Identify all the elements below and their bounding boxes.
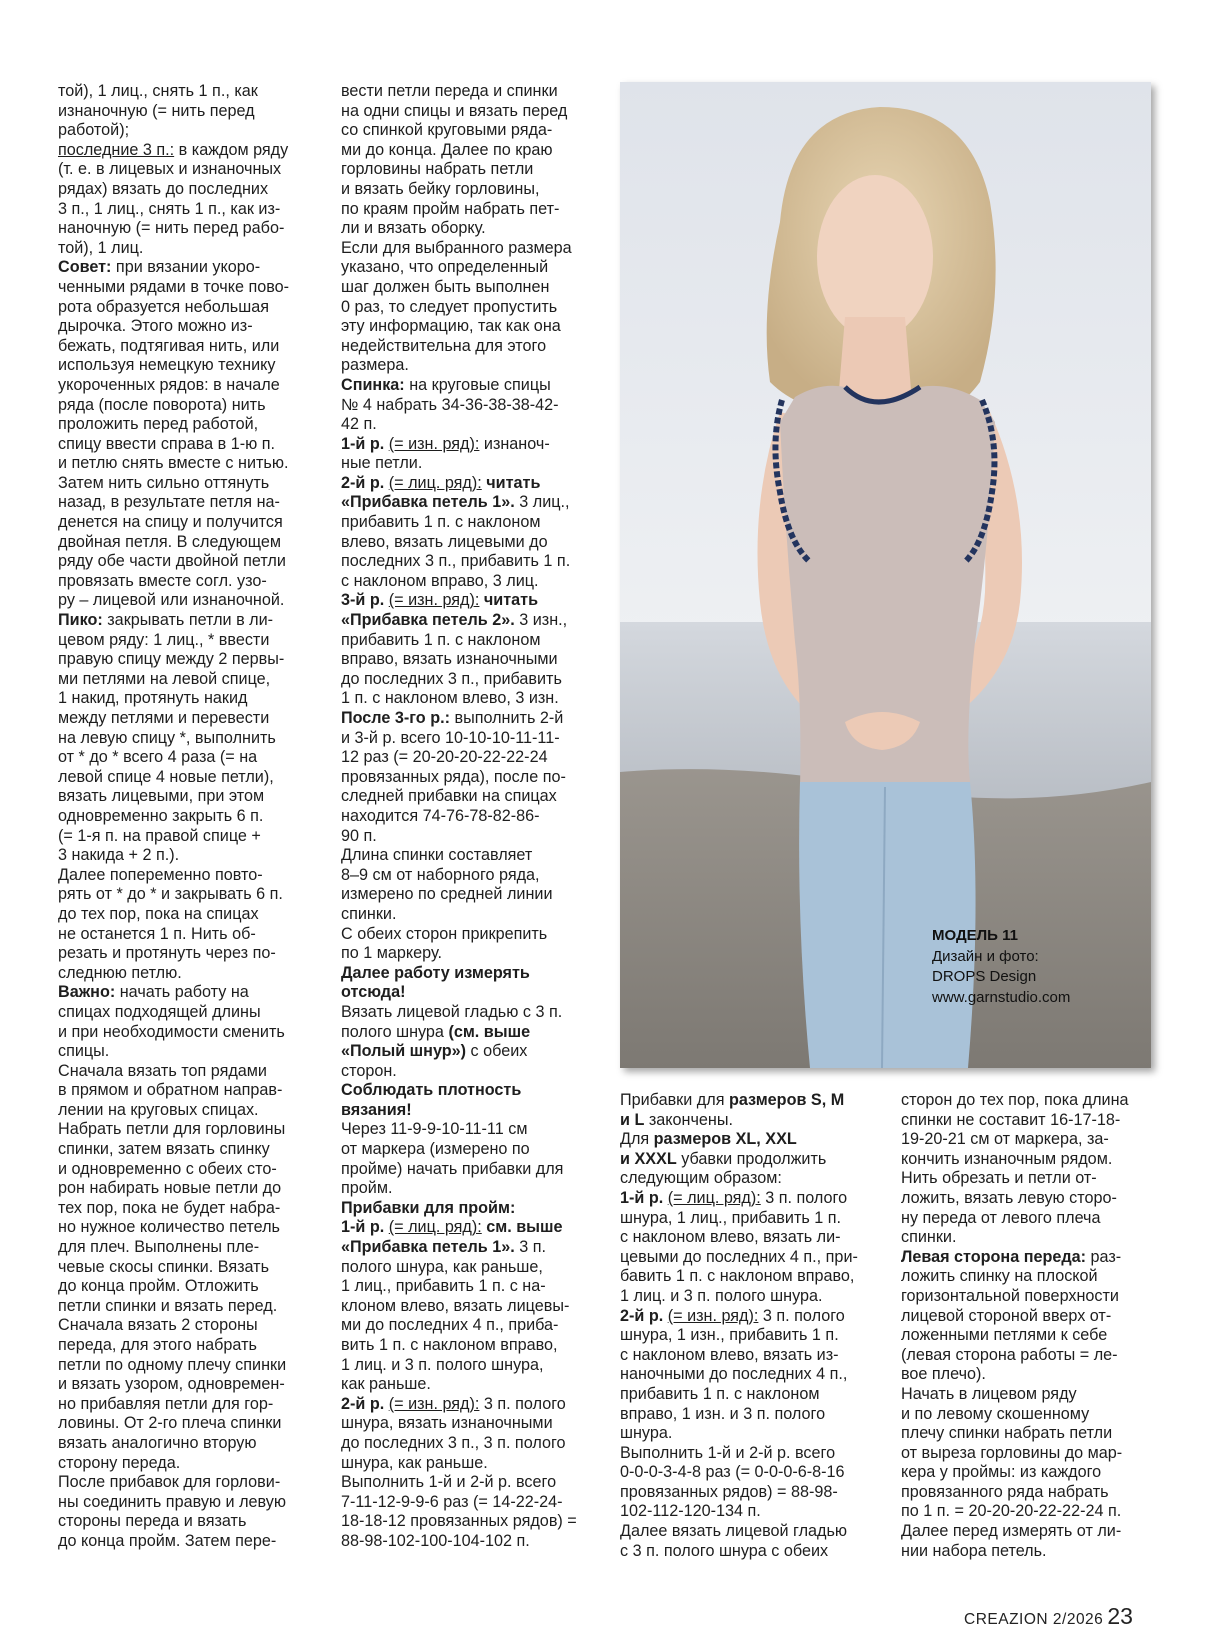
text-line: вязания!	[341, 1100, 412, 1119]
text-line: спинки.	[341, 904, 397, 923]
text-line: спинки, затем вязать спинку	[58, 1140, 270, 1159]
text-column-4	[901, 1091, 1171, 1561]
text-line: вязать лицевыми, при этом	[58, 787, 265, 806]
text-line: бежать, подтягивая нить, или	[58, 336, 280, 355]
text-line: с наклоном влево, вязать из-	[620, 1345, 839, 1364]
text-line: № 4 набрать 34-36-38-38-42-	[341, 395, 559, 414]
text-line: цевом ряду: 1 лиц., * ввести	[58, 630, 270, 649]
text-line: Прибавки для размеров S, M	[620, 1091, 845, 1109]
text-line: в прямом и обратном направ-	[58, 1081, 283, 1100]
text-line: резать и протянуть через по-	[58, 944, 276, 963]
page-footer	[964, 1603, 1133, 1630]
text-column-3	[620, 1091, 890, 1561]
text-line: на левую спицу *, выполнить	[58, 728, 276, 747]
credit-line-3: www.garnstudio.com	[932, 988, 1071, 1006]
text-line: 3 накида + 2 п.).	[58, 846, 180, 865]
text-line: размера.	[341, 356, 409, 375]
text-line: 102-112-120-134 п.	[620, 1502, 761, 1521]
text-line: вправо, 1 изн. и 3 п. полого	[620, 1404, 826, 1423]
text-line: спинки.	[901, 1228, 957, 1247]
text-line: Затем нить сильно оттянуть	[58, 473, 270, 492]
text-line: 3-й р. (= изн. ряд): читать	[341, 591, 539, 610]
text-line: провязанных ряда), после по-	[341, 767, 566, 786]
model-label: МОДЕЛЬ 11	[932, 927, 1018, 944]
text-line: кера у проймы: из каждого	[901, 1463, 1102, 1482]
text-line: (левая сторона работы = ле-	[901, 1345, 1118, 1364]
text-line: той), 1 лиц.	[58, 238, 144, 257]
text-line: как раньше.	[341, 1375, 431, 1394]
text-line: 2-й р. (= изн. ряд): 3 п. полого	[341, 1394, 566, 1413]
text-line: влево, вязать лицевыми до	[341, 532, 548, 551]
text-line: до последних 3 п., прибавить	[341, 669, 562, 688]
text-line: следней прибавки на спицах	[341, 787, 557, 806]
text-line: 0-0-0-3-4-8 раз (= 0-0-0-6-8-16	[620, 1463, 845, 1482]
text-line: и при необходимости сменить	[58, 1022, 285, 1041]
text-line: ложенными петлями к себе	[901, 1326, 1108, 1345]
text-line: стороны переда и вязать	[58, 1512, 247, 1531]
text-line: Вязать лицевой гладью с 3 п.	[341, 1002, 563, 1021]
text-line: «Прибавка петель 1». 3 лиц.,	[341, 493, 570, 512]
text-line: Сначала вязать 2 стороны	[58, 1316, 258, 1335]
text-line: 1 лиц., прибавить 1 п. с на-	[341, 1277, 546, 1296]
model-photo	[620, 82, 1151, 1068]
text-line: со спинкой круговыми ряда-	[341, 121, 553, 140]
text-line: от * до * всего 4 раза (= на	[58, 748, 258, 767]
text-line: ряда (после поворота) нить	[58, 395, 266, 414]
text-line: Выполнить 1-й и 2-й р. всего	[620, 1443, 836, 1462]
text-line: спицу ввести справа в 1-ю п.	[58, 434, 276, 453]
text-line: и вязать узором, одновремен-	[58, 1375, 285, 1394]
text-line: ченными рядами в точке пово-	[58, 277, 290, 296]
text-line: прибавить 1 п. с наклоном	[341, 630, 541, 649]
text-line: вести петли переда и спинки	[341, 82, 558, 100]
text-line: полого шнура, как раньше,	[341, 1257, 543, 1276]
text-line: «Полый шнур») с обеих	[341, 1042, 528, 1061]
text-line: Далее работу измерять	[341, 963, 530, 982]
text-line: до тех пор, пока на спицах	[58, 904, 259, 923]
text-line: сторон до тех пор, пока длина	[901, 1091, 1129, 1109]
text-line: Далее попеременно повто-	[58, 865, 263, 884]
text-line: наночными до последних 4 п.,	[620, 1365, 848, 1384]
text-line: денется на спицу и получится	[58, 513, 283, 532]
text-line: Через 11-9-9-10-11-11 см	[341, 1120, 528, 1139]
text-line: «Прибавка петель 1». 3 п.	[341, 1238, 547, 1257]
text-line: работой);	[58, 121, 130, 140]
text-line: изнаночную (= нить перед	[58, 101, 255, 120]
text-line: лицевой стороной вверх от-	[901, 1306, 1112, 1325]
text-line: 42 п.	[341, 415, 377, 434]
text-line: Набрать петли для горловины	[58, 1120, 286, 1139]
text-line: тех пор, пока не будет набра-	[58, 1198, 281, 1217]
text-line: шаг должен быть выполнен	[341, 277, 550, 296]
text-line: После 3-го р.: выполнить 2-й	[341, 709, 564, 727]
text-line: Прибавки для пройм:	[341, 1198, 516, 1217]
text-line: и по левому скошенному	[901, 1404, 1090, 1423]
text-line: одновременно закрыть 6 п.	[58, 806, 264, 825]
text-line: рядах) вязать до последних	[58, 179, 269, 198]
text-line: бавить 1 п. с наклоном вправо,	[620, 1267, 855, 1286]
text-line: и XXXL убавки продолжить	[620, 1149, 827, 1168]
text-line: лении на круговых спицах.	[58, 1100, 259, 1119]
text-line: укороченных рядов: в начале	[58, 375, 280, 394]
text-line: на одни спицы и вязать перед	[341, 101, 568, 120]
text-line: ложить, вязать левую сторо-	[901, 1188, 1117, 1207]
text-line: шнура.	[620, 1424, 673, 1443]
text-line: по 1 п. = 20-20-20-22-22-24 п.	[901, 1502, 1122, 1521]
text-line: указано, что определенный	[341, 258, 549, 277]
text-line: переда, для этого набрать	[58, 1336, 257, 1354]
text-line: 18-18-12 провязанных рядов) =	[341, 1512, 577, 1531]
text-line: ми до последних 4 п., приба-	[341, 1316, 559, 1335]
text-line: измерено по средней линии	[341, 885, 553, 904]
text-line: (т. е. в лицевых и изнаночных	[58, 160, 282, 179]
text-line: с 3 п. полого шнура с обеих	[620, 1541, 829, 1560]
text-line: назад, в результате петля на-	[58, 493, 280, 512]
text-line: следующим образом:	[620, 1169, 782, 1188]
text-line: ловины. От 2-го плеча спинки	[58, 1414, 282, 1433]
text-line: Пико: закрывать петли в ли-	[58, 611, 274, 630]
text-line: той), 1 лиц., снять 1 п., как	[58, 82, 258, 100]
text-column-1	[58, 82, 320, 1552]
text-line: После прибавок для горлови-	[58, 1473, 281, 1492]
text-line: пройме) начать прибавки для	[341, 1159, 564, 1178]
text-line: для плеч. Выполнены пле-	[58, 1238, 260, 1257]
text-line: находится 74-76-78-82-86-	[341, 806, 540, 825]
text-line: 2-й р. (= лиц. ряд): читать	[341, 473, 541, 492]
text-line: рота образуется небольшая	[58, 297, 269, 316]
text-line: 2-й р. (= изн. ряд): 3 п. полого	[620, 1306, 845, 1325]
text-line: Спинка: на круговые спицы	[341, 375, 551, 394]
credit-line-1: Дизайн и фото:	[932, 947, 1039, 965]
text-line: нии набора петель.	[901, 1541, 1047, 1560]
text-line: ми до конца. Далее по краю	[341, 140, 553, 159]
text-column-2	[341, 82, 603, 1552]
text-line: и 3-й р. всего 10-10-10-11-11-	[341, 728, 560, 747]
text-line: последние 3 п.: в каждом ряду	[58, 140, 289, 159]
text-line: провязанных рядов) = 88-98-	[620, 1482, 838, 1501]
text-line: С обеих сторон прикрепить	[341, 924, 548, 943]
text-line: с наклоном вправо, 3 лиц.	[341, 571, 539, 590]
text-line: Левая сторона переда: раз-	[901, 1247, 1122, 1266]
text-line: двойная петля. В следующем	[58, 532, 282, 551]
text-line: 1-й р. (= изн. ряд): изнаноч-	[341, 434, 550, 453]
text-line: Далее перед измерять от ли-	[901, 1522, 1122, 1541]
text-line: 12 раз (= 20-20-20-22-22-24	[341, 748, 548, 767]
text-line: Длина спинки составляет	[341, 846, 533, 865]
text-line: Далее вязать лицевой гладью	[620, 1522, 848, 1541]
text-line: шнура, как раньше.	[341, 1453, 488, 1472]
text-line: пройм.	[341, 1179, 393, 1198]
text-line: 1-й р. (= лиц. ряд): 3 п. полого	[620, 1188, 848, 1207]
text-line: дырочка. Этого можно из-	[58, 317, 253, 336]
text-line: ные петли.	[341, 454, 423, 473]
text-line: клоном влево, вязать лицевы-	[341, 1296, 570, 1315]
text-line: последних 3 п., прибавить 1 п.	[341, 552, 571, 571]
text-line: и одновременно с обеих сто-	[58, 1159, 277, 1178]
face	[817, 175, 933, 339]
text-line: горизонтальной поверхности	[901, 1286, 1119, 1305]
text-line: ны соединить правую и левую	[58, 1492, 287, 1511]
text-line: плечу спинки набрать петли	[901, 1424, 1113, 1443]
text-line: отсюда!	[341, 983, 406, 1002]
text-line: но прибавляя петли для гор-	[58, 1394, 274, 1413]
text-line: Соблюдать плотность	[341, 1081, 522, 1100]
text-line: цевыми до последних 4 п., при-	[620, 1247, 858, 1266]
text-line: 8–9 см от наборного ряда,	[341, 865, 540, 884]
photo-illustration	[620, 82, 1151, 1068]
text-line: до конца пройм. Отложить	[58, 1277, 259, 1296]
text-line: шнура, 1 изн., прибавить 1 п.	[620, 1326, 839, 1345]
photo-credit	[932, 926, 1070, 1008]
text-line: рон набирать новые петли до	[58, 1179, 282, 1198]
text-line: вое плечо).	[901, 1365, 986, 1384]
text-line: 7-11-12-9-9-6 раз (= 14-22-24-	[341, 1492, 563, 1511]
text-line: и вязать бейку горловины,	[341, 179, 540, 198]
text-line: Для размеров XL, XXL	[620, 1130, 797, 1149]
text-line: ли и вязать оборку.	[341, 219, 486, 238]
text-line: 0 раз, то следует пропустить	[341, 297, 558, 316]
credit-line-2: DROPS Design	[932, 968, 1037, 985]
text-line: петли по одному плечу спинки	[58, 1355, 287, 1374]
text-line: 1-й р. (= лиц. ряд): см. выше	[341, 1218, 563, 1237]
text-line: Выполнить 1-й и 2-й р. всего	[341, 1473, 557, 1492]
text-line: с наклоном влево, вязать ли-	[620, 1228, 841, 1247]
text-line: сторон.	[341, 1061, 397, 1080]
text-line: от выреза горловины до мар-	[901, 1443, 1123, 1462]
text-line: 88-98-102-100-104-102 п.	[341, 1531, 530, 1550]
text-line: вить 1 п. с наклоном вправо,	[341, 1336, 558, 1354]
text-line: Если для выбранного размера	[341, 238, 572, 257]
text-line: 1 лиц. и 3 п. полого шнура.	[620, 1286, 823, 1305]
text-line: между петлями и перевести	[58, 709, 270, 727]
text-line: до последних 3 п., 3 п. полого	[341, 1433, 566, 1452]
text-line: прибавить 1 п. с наклоном	[341, 513, 541, 532]
text-line: Сначала вязать топ рядами	[58, 1061, 267, 1080]
text-line: Нить обрезать и петли от-	[901, 1169, 1097, 1188]
text-line: недействительна для этого	[341, 336, 547, 355]
text-line: вправо, вязать изнаночными	[341, 650, 558, 669]
text-line: Начать в лицевом ряду	[901, 1384, 1077, 1403]
text-line: ру – лицевой или изнаночной.	[58, 591, 285, 610]
text-line: ложить спинку на плоской	[901, 1267, 1098, 1286]
jeans	[799, 782, 975, 1068]
text-line: горловины набрать петли	[341, 160, 534, 179]
text-line: 1 п. с наклоном влево, 3 изн.	[341, 689, 559, 708]
text-line: провязать вместе согл. узо-	[58, 571, 267, 590]
text-line: следнюю петлю.	[58, 963, 182, 982]
text-line: проложить перед работой,	[58, 415, 259, 434]
text-line: Совет: при вязании укоро-	[58, 258, 261, 277]
text-line: ну переда от левого плеча	[901, 1208, 1101, 1227]
text-line: петли спинки и вязать перед.	[58, 1296, 278, 1315]
text-line: вязать аналогично вторую	[58, 1433, 257, 1452]
text-line: левой спице 4 новые петли),	[58, 767, 274, 786]
text-line: Важно: начать работу на	[58, 983, 249, 1002]
text-line: наночную (= нить перед рабо-	[58, 219, 285, 238]
text-line: спинки не составит 16-17-18-	[901, 1110, 1121, 1129]
text-line: провязанного ряда набрать	[901, 1482, 1109, 1501]
text-line: «Прибавка петель 2». 3 изн.,	[341, 611, 568, 630]
text-line: по 1 маркеру.	[341, 944, 442, 963]
text-line: (= 1-я п. на правой спице +	[58, 826, 261, 845]
text-line: 90 п.	[341, 826, 377, 845]
text-line: 3 п., 1 лиц., снять 1 п., как из-	[58, 199, 281, 218]
text-line: 19-20-21 см от маркера, за-	[901, 1130, 1109, 1149]
text-line: прибавить 1 п. с наклоном	[620, 1384, 820, 1403]
text-line: до конца пройм. Затем пере-	[58, 1531, 277, 1550]
text-line: по краям пройм набрать пет-	[341, 199, 560, 218]
text-line: и петлю снять вместе с нитью.	[58, 454, 289, 473]
magazine-issue: CREAZION 2/2026	[964, 1611, 1104, 1628]
text-line: правую спицу между 2 первы-	[58, 650, 285, 669]
text-line: от маркера (измерено по	[341, 1140, 530, 1159]
text-line: спицы.	[58, 1042, 110, 1061]
text-line: ряду обе части двойной петли	[58, 552, 286, 571]
text-line: эту информацию, так как она	[341, 317, 561, 336]
text-line: но нужное количество петель	[58, 1218, 280, 1237]
text-line: рять от * до * и закрывать 6 п.	[58, 885, 283, 904]
text-line: шнура, 1 лиц., прибавить 1 п.	[620, 1208, 842, 1227]
text-line: кончить изнаночным рядом.	[901, 1149, 1113, 1168]
text-line: чевые скосы спинки. Вязать	[58, 1257, 270, 1276]
text-line: не останется 1 п. Нить об-	[58, 924, 256, 943]
text-line: используя немецкую технику	[58, 356, 276, 375]
text-line: полого шнура (см. выше	[341, 1022, 531, 1041]
text-line: спицах подходящей длины	[58, 1002, 261, 1021]
text-line: 1 лиц. и 3 п. полого шнура,	[341, 1355, 544, 1374]
text-line: 1 накид, протянуть накид	[58, 689, 248, 708]
text-line: ми петлями на левой спице,	[58, 669, 271, 688]
text-line: и L закончены.	[620, 1110, 733, 1129]
text-line: сторону переда.	[58, 1453, 181, 1472]
page-number: 23	[1107, 1603, 1133, 1629]
text-line: шнура, вязать изнаночными	[341, 1414, 553, 1433]
